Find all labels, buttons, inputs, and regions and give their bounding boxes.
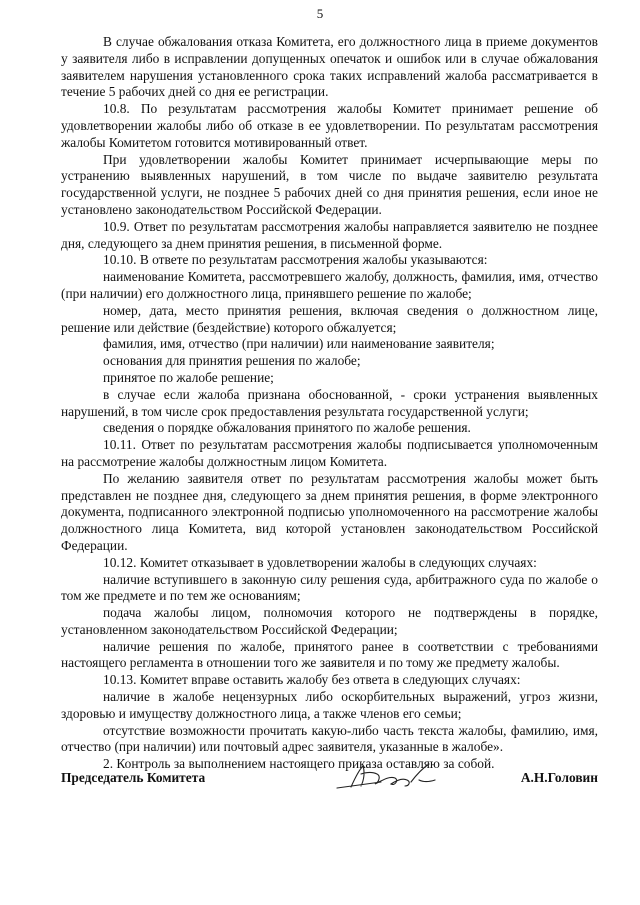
paragraph: При удовлетворении жалобы Комитет принимает исчерпывающие меры по устранению выявленных нарушений, в том числе по выдаче заявителю результата государственной услуги, не позднее 5 рабочих дней со дня принятия решения, если иное не установлено законодательством Российской Федерации. — [61, 151, 598, 217]
paragraph: 10.13. Комитет вправе оставить жалобу без ответа в следующих случаях: — [103, 672, 521, 688]
paragraph: основания для принятия решения по жалобе; — [103, 353, 361, 369]
paragraph: 10.9. Ответ по результатам рассмотрения жалобы направляется заявителю не позднее дня, следующего за днем принятия решения, в письменной форме. — [61, 218, 598, 251]
paragraph: принятое по жалобе решение; — [103, 369, 274, 385]
paragraph: фамилия, имя, отчество (при наличии) или наименование заявителя; — [103, 336, 495, 352]
paragraph: наличие в жалобе нецензурных либо оскорбительных выражений, угроз жизни, здоровью и имуществу должностного лица, а также членов его семьи; — [61, 689, 598, 721]
paragraph: В случае обжалования отказа Комитета, его должностного лица в приеме документов у заявителя либо в исправлении допущенных опечаток и ошибок или в случае обжалования заявителем нарушения установленного срока таких исправлений жалоба рассматривается в течение 5 рабочих дней со дня ее регистрации. — [61, 34, 598, 100]
handwritten-signature — [331, 760, 441, 794]
paragraph: По желанию заявителя ответ по результатам рассмотрения жалобы может быть представлен не позднее дня, следующего за днем принятия решения, в форме электронного документа, подписанного электронной подписью уполномоченного на рассмотрение жалобы должностного лица Комитета, вид которой установлен законодательством Российской Федерации. — [61, 470, 598, 553]
paragraph: сведения о порядке обжалования принятого по жалобе решения. — [103, 420, 471, 436]
signatory-name: А.Н.Головин — [520, 770, 598, 785]
paragraph: в случае если жалоба признана обоснованной, - сроки устранения выявленных нарушений, в том числе срок предоставления результата государственной услуги; — [61, 386, 598, 419]
paragraph: 10.8. По результатам рассмотрения жалобы Комитет принимает решение об удовлетворении жалобы либо об отказе в ее удовлетворении. По результатам рассмотрения жалобы Комитетом готовится мотивированный ответ. — [61, 101, 598, 150]
document-body — [61, 34, 598, 773]
page-number: 5 — [316, 6, 324, 21]
paragraph: 10.10. В ответе по результатам рассмотрения жалобы указываются: — [103, 252, 488, 268]
paragraph: наименование Комитета, рассмотревшего жалобу, должность, фамилия, имя, отчество (при наличии) его должностного лица, принявшего решение по жалобе; — [61, 269, 598, 301]
paragraph: отсутствие возможности прочитать какую-либо часть текста жалобы, фамилию, имя, отчество (при наличии) или почтовый адрес заявителя, указанные в жалобе». — [61, 722, 598, 755]
paragraph: 2. Контроль за выполнением настоящего приказа оставляю за собой. — [103, 756, 495, 772]
paragraph: 10.11. Ответ по результатам рассмотрения жалобы подписывается уполномоченным на рассмотрение жалобы должностным лицом Комитета. — [61, 437, 598, 469]
signatory-position: Председатель Комитета — [61, 770, 206, 785]
paragraph: подача жалобы лицом, полномочия которого не подтверждены в порядке, установленном законодательством Российской Федерации; — [61, 605, 598, 637]
paragraph: наличие решения по жалобе, принятого ранее в соответствии с требованиями настоящего регламента в отношении того же заявителя и по тому же предмету жалобы. — [61, 638, 598, 671]
paragraph: наличие вступившего в законную силу решения суда, арбитражного суда по жалобе о том же предмете и по тем же основаниям; — [61, 571, 598, 604]
paragraph: 10.12. Комитет отказывает в удовлетворении жалобы в следующих случаях: — [103, 554, 537, 570]
signature-block — [61, 760, 598, 796]
paragraph: номер, дата, место принятия решения, включая сведения о должностном лице, решение или действие (бездействие) которого обжалуется; — [61, 302, 598, 335]
